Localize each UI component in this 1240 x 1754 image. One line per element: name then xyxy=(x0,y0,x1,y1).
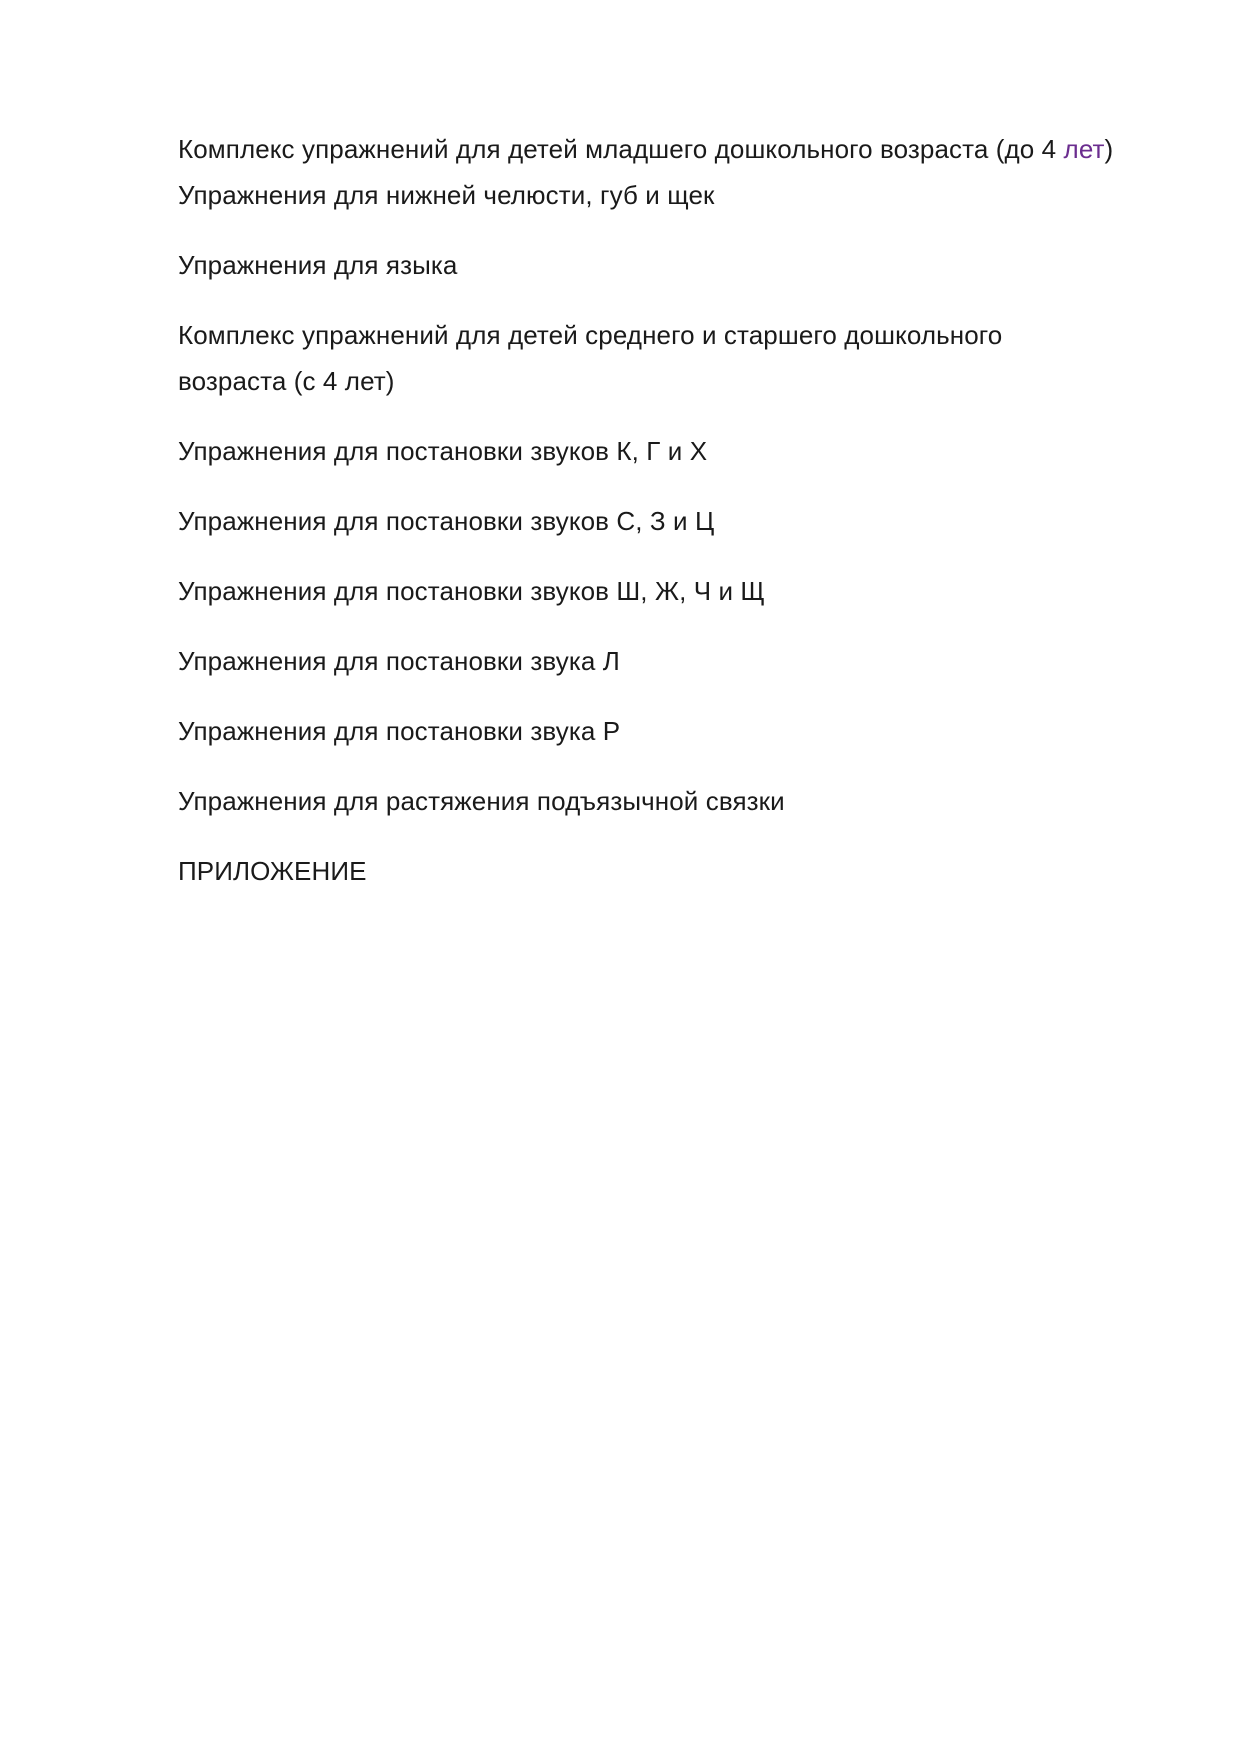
toc-item-accent-text: лет xyxy=(1063,134,1105,164)
toc-item-sounds-sh-zh-ch-sch[interactable]: Упражнения для постановки звуков Ш, Ж, Ч и Щ xyxy=(178,576,765,606)
toc-item-sound-r[interactable]: Упражнения для постановки звука Р xyxy=(178,716,621,746)
toc-item-sounds-k-g-h[interactable]: Упражнения для постановки звуков К, Г и Х xyxy=(178,436,708,466)
toc-item-jaw-lips-cheeks[interactable]: Упражнения для нижней челюсти, губ и щек xyxy=(178,180,715,210)
toc-item-text: Комплекс упражнений для детей младшего дошкольного возраста (до 4 xyxy=(178,134,1064,164)
toc-item-appendix[interactable]: ПРИЛОЖЕНИЕ xyxy=(178,856,367,886)
toc-item-frenulum-stretch[interactable]: Упражнения для растяжения подъязычной связки xyxy=(178,786,785,816)
toc-item-junior-preschool[interactable] xyxy=(178,126,1118,172)
toc-item-middle-senior-preschool[interactable]: Комплекс упражнений для детей среднего и старшего дошкольного возраста (с 4 лет) xyxy=(178,320,1003,396)
toc-item-text-end: ) xyxy=(1104,134,1114,164)
toc-item-sounds-s-z-ts[interactable]: Упражнения для постановки звуков С, З и Ц xyxy=(178,506,715,536)
toc-item-sound-l[interactable]: Упражнения для постановки звука Л xyxy=(178,646,620,676)
table-of-contents xyxy=(178,126,1118,918)
toc-item-tongue[interactable]: Упражнения для языка xyxy=(178,250,458,280)
